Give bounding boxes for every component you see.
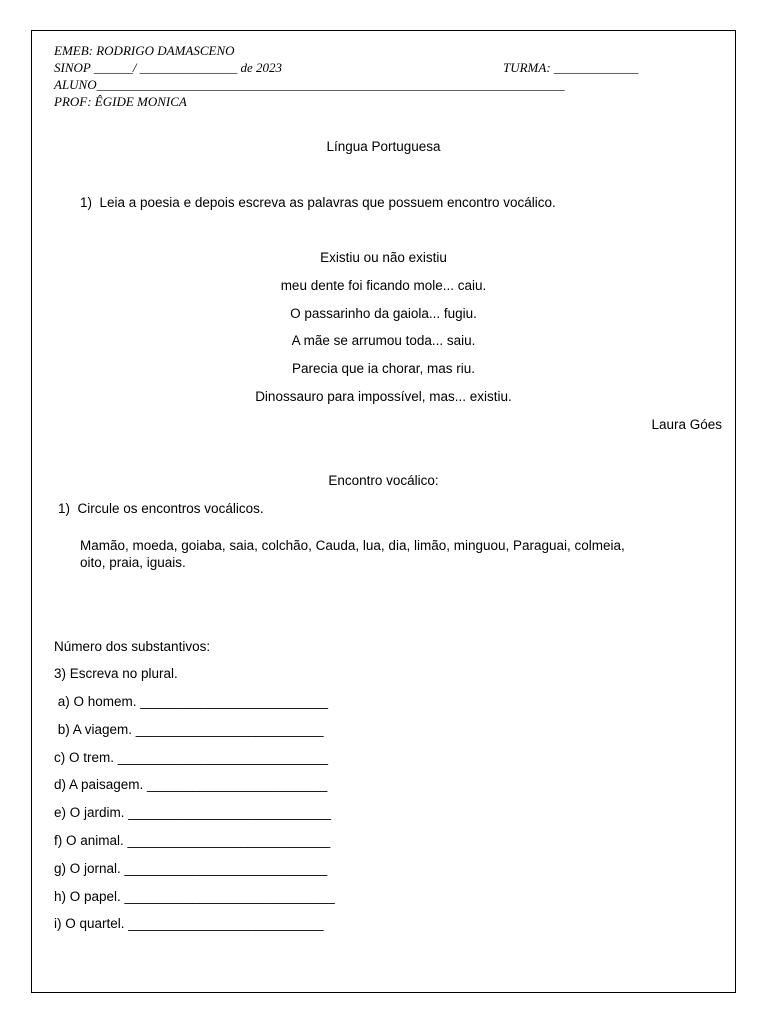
city-date-line: SINOP ______/ _______________ de 2023: [54, 60, 282, 75]
poem-line: Dinossauro para impossível, mas... existiu.: [255, 389, 512, 404]
plural-item: i) O quartel. __________________________: [54, 916, 324, 931]
plural-item: b) A viagem. _________________________: [54, 722, 324, 737]
plural-item: e) O jardim. ___________________________: [54, 805, 331, 820]
turma-line: TURMA: _____________: [503, 60, 639, 75]
subject-title: Língua Portuguesa: [326, 139, 441, 154]
word-list-line: oito, praia, iguais.: [80, 555, 186, 570]
plural-item: c) O trem. ____________________________: [54, 750, 328, 765]
question-circle: 1) Circule os encontros vocálicos.: [58, 501, 264, 516]
poem-line: Existiu ou não existiu: [320, 250, 447, 265]
teacher-name: PROF: ÊGIDE MONICA: [54, 94, 187, 109]
aluno-line: ALUNO________________________________________________________________________: [54, 77, 565, 92]
poem-author: Laura Góes: [651, 417, 722, 432]
plural-item: d) A paisagem. ________________________: [54, 777, 328, 792]
section-title-encontro: Encontro vocálico:: [328, 473, 439, 488]
school-name: EMEB: RODRIGO DAMASCENO: [54, 43, 235, 58]
question-1: 1) Leia a poesia e depois escreva as palavras que possuem encontro vocálico.: [80, 195, 556, 210]
word-list-line: Mamão, moeda, goiaba, saia, colchão, Cauda, lua, dia, limão, minguou, Paraguai, colmeia,: [80, 538, 625, 553]
poem-line: meu dente foi ficando mole... caiu.: [280, 278, 487, 293]
plural-item: g) O jornal. ___________________________: [54, 861, 328, 876]
poem-line: A mãe se arrumou toda... saiu.: [291, 333, 476, 348]
plural-item: f) O animal. ___________________________: [54, 833, 331, 848]
question-plural: 3) Escreva no plural.: [54, 666, 178, 681]
poem-line: Parecia que ia chorar, mas riu.: [291, 361, 476, 376]
poem-line: O passarinho da gaiola... fugiu.: [290, 306, 477, 321]
section-title-numero: Número dos substantivos:: [54, 639, 211, 654]
plural-item: h) O papel. ____________________________: [54, 889, 335, 904]
plural-item: a) O homem. _________________________: [54, 694, 328, 709]
